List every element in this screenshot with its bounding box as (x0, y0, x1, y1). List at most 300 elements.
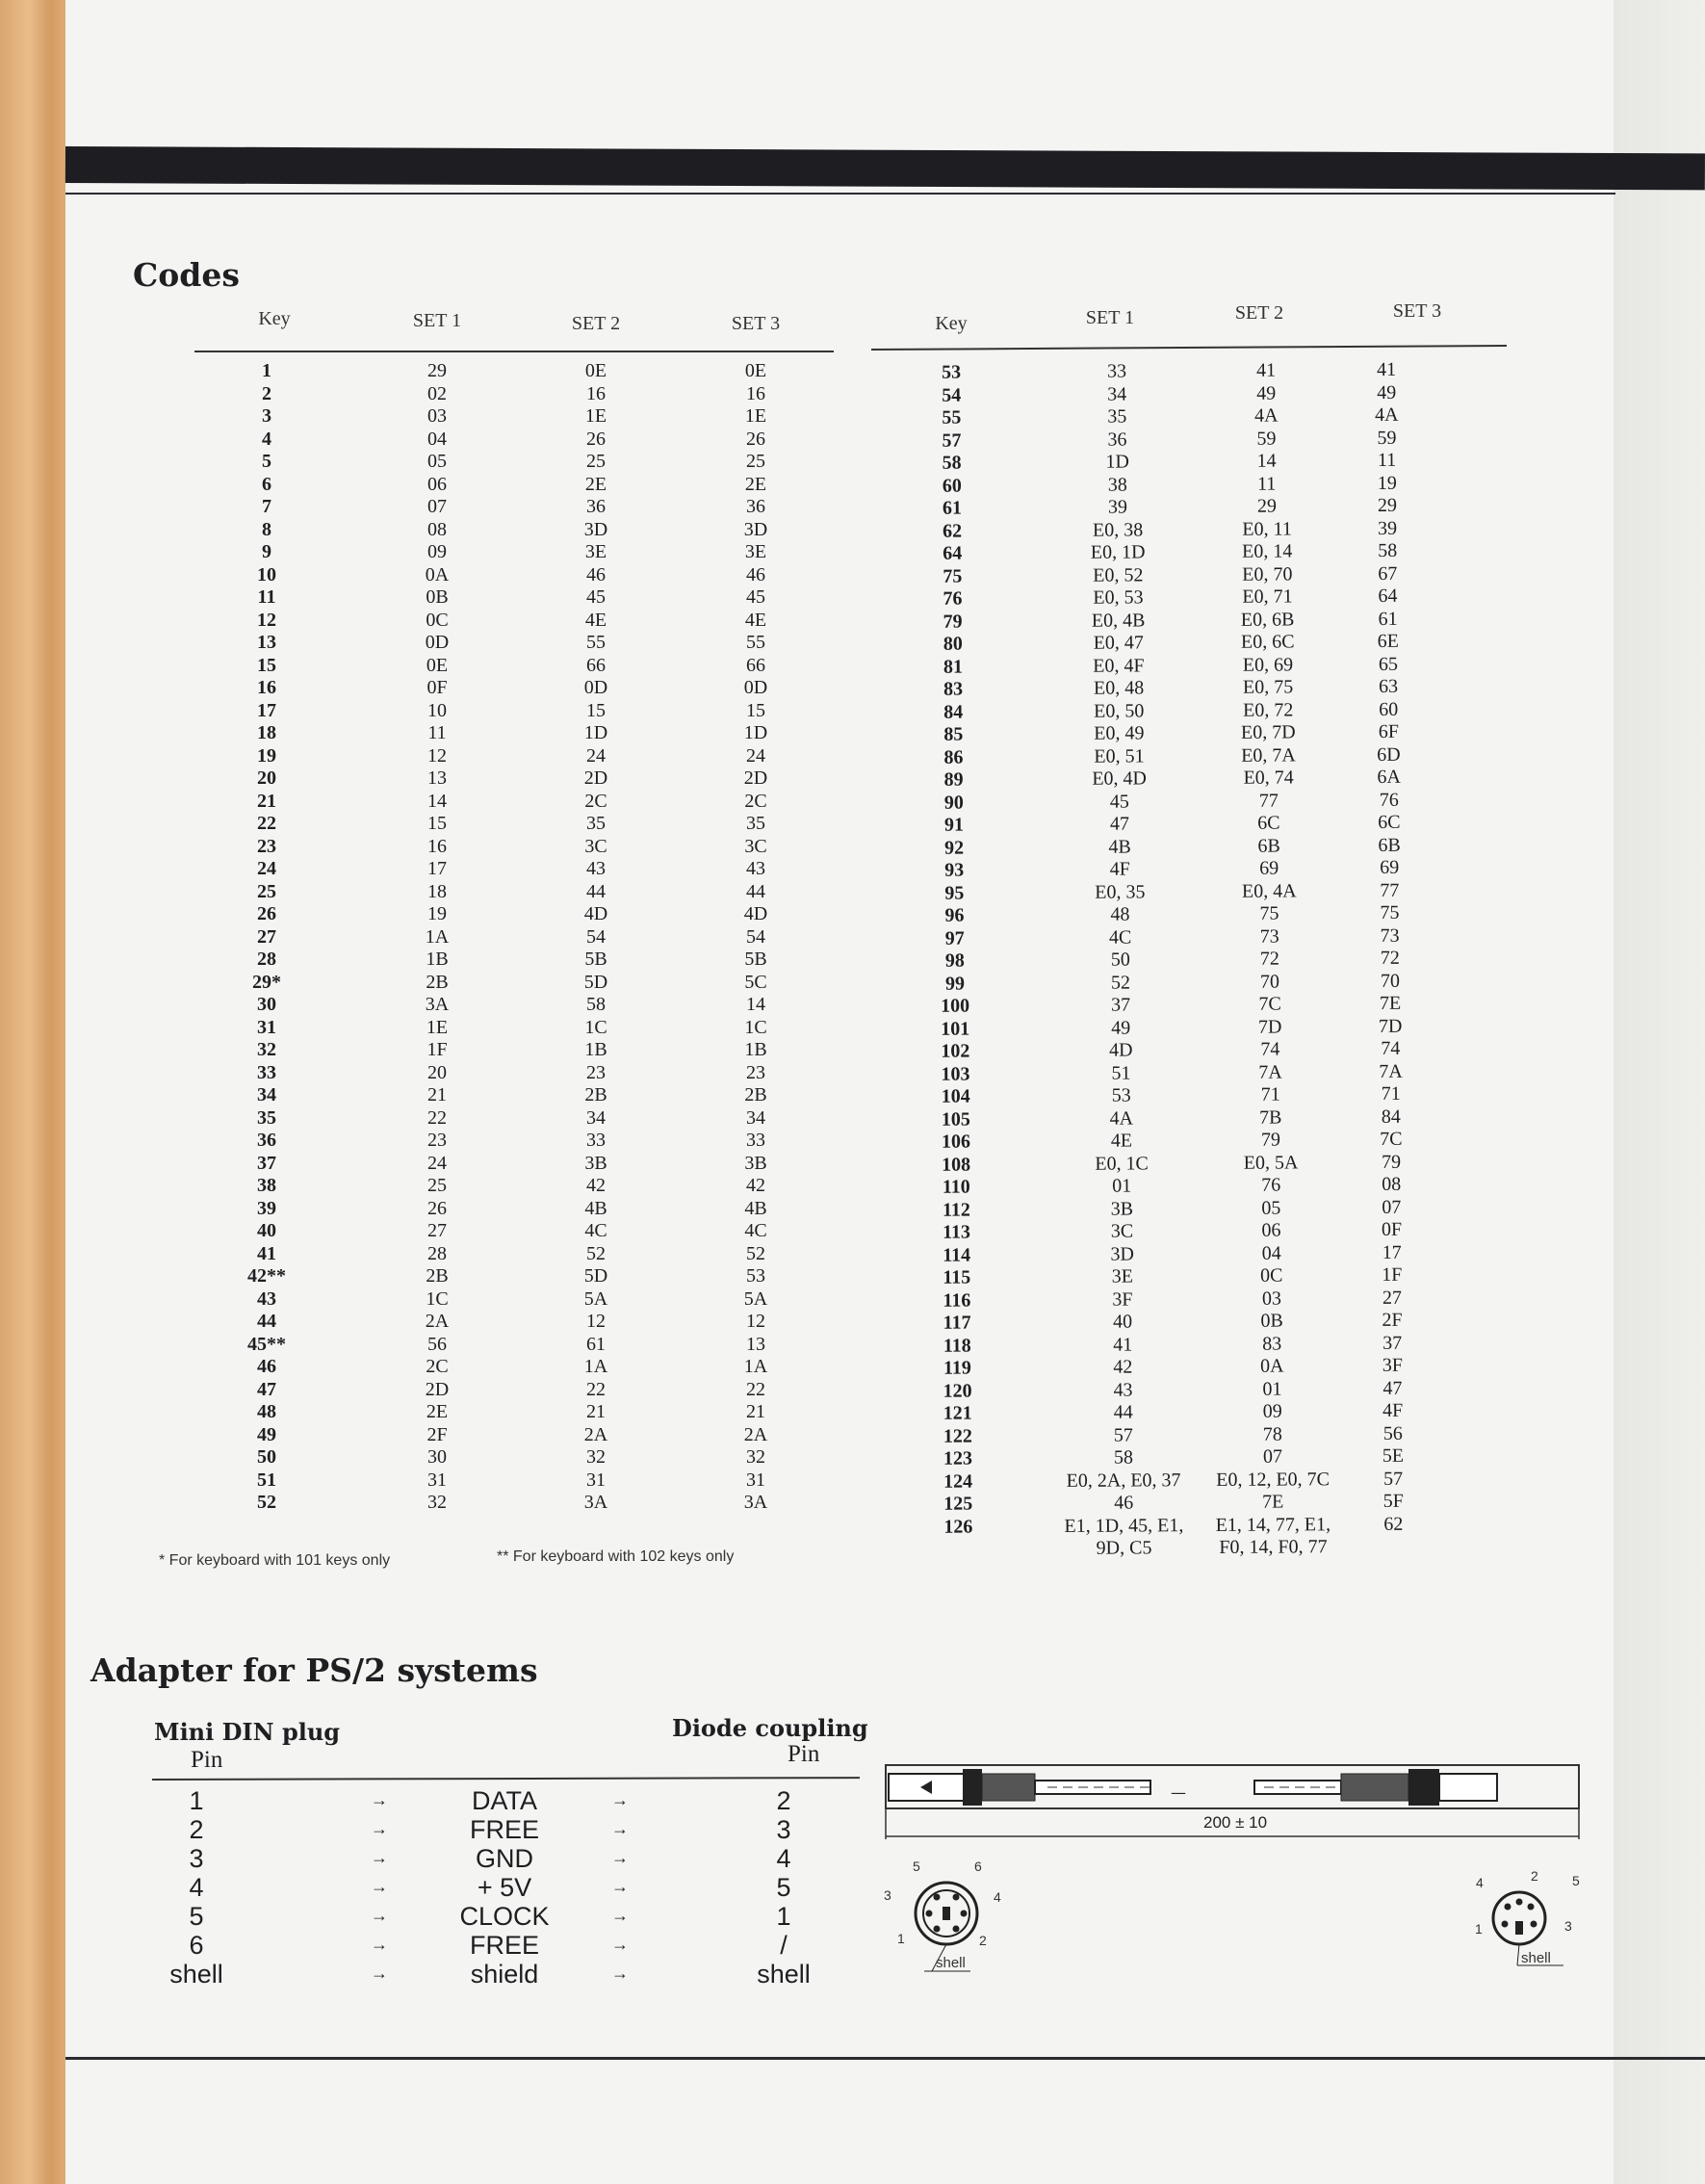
key-number: 75 (943, 565, 963, 587)
set1-code: 35 (1107, 405, 1127, 428)
codes-heading: Codes (133, 256, 240, 294)
set3-code: 25 (746, 451, 765, 472)
table-row (194, 1424, 830, 1447)
set2-code: E0, 12, E0, 7C (1216, 1468, 1330, 1491)
set2-code: 70 (1259, 971, 1280, 993)
set2-code: E0, 72 (1243, 698, 1294, 721)
key-number: 90 (943, 792, 964, 814)
set3-code: 1B (744, 1039, 767, 1060)
right-pin-3: 3 (1564, 1918, 1572, 1934)
set2-code: 31 (586, 1469, 606, 1491)
key-number: 4 (262, 428, 271, 450)
table-row (194, 972, 830, 995)
key-number: 38 (257, 1175, 276, 1196)
left-pin-1: 1 (897, 1931, 905, 1946)
set1-code: 29 (427, 360, 447, 381)
din-pin: 6 (189, 1931, 204, 1960)
table-row (194, 1153, 830, 1176)
set1-code: 31 (427, 1469, 447, 1491)
diode-pin: 5 (776, 1873, 791, 1902)
key-number: 51 (257, 1469, 276, 1491)
set3-code: 43 (746, 858, 765, 879)
set2-code: 36 (586, 496, 606, 517)
set1-code: 13 (427, 767, 447, 789)
set2-code: 66 (586, 654, 606, 676)
diode-pin: 2 (776, 1786, 791, 1815)
signal-name: shield (470, 1960, 539, 1989)
set2-code: 09 (1262, 1400, 1282, 1422)
set2-code: 3D (583, 518, 608, 540)
set3-code: 1A (743, 1356, 768, 1377)
table-row (194, 1401, 830, 1424)
set2-code: 26 (586, 428, 606, 450)
arrow-icon: → (611, 1906, 629, 1925)
set2-code: 32 (586, 1446, 606, 1468)
cable-length-dimension: 200 ± 10 (1203, 1813, 1268, 1832)
set2-code: 04 (1261, 1242, 1281, 1264)
page-fold-shade (1614, 0, 1705, 2184)
table-row (194, 858, 830, 881)
key-number: 28 (257, 949, 276, 970)
pin-label-left: Pin (191, 1747, 223, 1773)
table-row (194, 700, 830, 723)
set1-code: E0, 38 (1092, 518, 1144, 541)
key-number: 52 (257, 1492, 276, 1513)
set3-code: 4E (744, 609, 767, 631)
header-set1-right: SET 1 (1085, 307, 1135, 328)
set1-code: 53 (1111, 1084, 1131, 1106)
arrow-icon: → (371, 1819, 388, 1838)
set3-code: 17 (1382, 1241, 1402, 1263)
set1-code: 0A (425, 563, 450, 585)
key-number: 11 (257, 586, 276, 608)
set2-code: 61 (586, 1333, 606, 1355)
key-number: 26 (257, 903, 276, 924)
set1-code: E0, 1D (1090, 541, 1146, 563)
set2-code: 4D (583, 903, 608, 924)
table-row (194, 722, 830, 745)
set3-code: 29 (1377, 494, 1397, 516)
table-row (194, 429, 830, 452)
adapter-heading: Adapter for PS/2 systems (90, 1651, 538, 1689)
header-set1-left: SET 1 (412, 310, 462, 331)
key-number: 42** (247, 1265, 286, 1287)
key-number: 93 (944, 859, 965, 881)
din-pin: 4 (189, 1873, 204, 1902)
set2-code: E0, 75 (1242, 676, 1294, 698)
set1-code: 19 (427, 903, 447, 924)
set2-code: E0, 7A (1241, 743, 1296, 767)
set1-code: 18 (427, 880, 447, 902)
signal-name: GND (476, 1844, 533, 1873)
set2-code: 3A (583, 1492, 608, 1513)
table-row (194, 1311, 830, 1334)
key-number: 27 (257, 925, 276, 948)
set3-code: 3A (743, 1492, 768, 1513)
set2-code: 7A (1258, 1061, 1282, 1083)
set2-code: 25 (586, 451, 606, 472)
set3-code: 55 (746, 632, 765, 653)
key-number: 114 (943, 1244, 971, 1266)
set3-code: 6F (1378, 720, 1399, 742)
set2-code: 15 (586, 699, 606, 721)
set1-code: 0F (426, 677, 448, 698)
set3-code: 7E (1379, 992, 1402, 1014)
diode-pin: / (780, 1931, 788, 1960)
header-key-right: Key (935, 313, 968, 334)
key-number: 6 (262, 473, 271, 495)
set1-code: E0, 53 (1093, 586, 1144, 609)
set2-code: 58 (586, 994, 606, 1015)
diode-pin: 1 (776, 1902, 791, 1931)
key-number: 62 (943, 520, 963, 542)
set1-code: 4A (1109, 1107, 1134, 1130)
set2-code: 55 (586, 632, 606, 653)
set2-code: E0, 7D (1240, 721, 1296, 743)
set2-code: 12 (586, 1311, 606, 1332)
set2-code: 5D (583, 1265, 608, 1287)
key-number: 92 (944, 837, 965, 859)
set3-code: 35 (746, 813, 765, 834)
set2-code: 3E (584, 541, 607, 562)
diode-coupling-label: Diode coupling (672, 1714, 868, 1742)
set1-code: 09 (427, 541, 447, 562)
footnote-101-keys: * For keyboard with 101 keys only (159, 1552, 391, 1569)
set3-code: 6E (1377, 630, 1399, 652)
set1-code: 12 (427, 744, 447, 767)
set2-code: 43 (586, 858, 606, 879)
set2-code: 2B (584, 1084, 607, 1105)
key-number: 105 (941, 1108, 970, 1131)
set3-code: 39 (1377, 517, 1398, 539)
key-number: 102 (941, 1040, 970, 1062)
key-number: 18 (257, 722, 276, 743)
key-number: 113 (943, 1221, 971, 1243)
left-shell-label: shell (936, 1955, 966, 1971)
set1-code: 2E (426, 1401, 449, 1422)
table-row (194, 1039, 830, 1062)
set3-code: 1F (1382, 1263, 1403, 1286)
key-number: 16 (257, 677, 276, 698)
set3-code: 6A (1377, 766, 1401, 788)
table-row (194, 405, 830, 429)
set1-code: 1A (425, 925, 450, 948)
key-number: 9 (262, 541, 271, 562)
key-number: 121 (943, 1402, 972, 1424)
key-number: 31 (257, 1016, 276, 1038)
set2-code: 0A (1260, 1355, 1284, 1377)
set1-code: 52 (1110, 972, 1131, 994)
arrow-icon: → (371, 1906, 388, 1925)
set3-code: 0D (743, 677, 768, 698)
key-number: 25 (257, 880, 276, 902)
table-row (194, 881, 830, 904)
set1-code: 48 (1110, 903, 1130, 925)
mini-din-plug-label: Mini DIN plug (154, 1718, 341, 1746)
set3-code: 36 (746, 496, 765, 517)
key-number: 55 (942, 406, 962, 429)
right-pin-4: 4 (1476, 1875, 1484, 1890)
set2-code: 78 (1262, 1423, 1282, 1445)
set3-code: 19 (1377, 472, 1397, 494)
set1-code: 3B (1110, 1198, 1134, 1220)
key-number: 21 (257, 790, 276, 812)
set2-code: 2E (584, 473, 607, 495)
set1-code: E0, 4F (1093, 654, 1145, 677)
signal-name: CLOCK (459, 1902, 550, 1931)
set1-code: 4C (1108, 926, 1132, 949)
set1-code: 36 (1107, 429, 1127, 451)
key-number: 106 (941, 1131, 971, 1153)
set3-code: 61 (1378, 608, 1398, 630)
key-number: 98 (944, 949, 965, 972)
pin-label-right: Pin (788, 1741, 820, 1767)
set1-code: 39 (1107, 496, 1127, 518)
set2-code: 49 (1256, 382, 1277, 404)
key-number: 53 (941, 361, 962, 383)
set3-code: 60 (1379, 698, 1399, 720)
key-number: 84 (943, 701, 964, 723)
key-number: 97 (944, 927, 965, 949)
arrow-icon: → (611, 1848, 629, 1867)
table-row (194, 926, 830, 949)
set2-code: 01 (1262, 1378, 1282, 1400)
arrow-icon: → (611, 1877, 629, 1896)
table-row (194, 541, 830, 564)
set1-code: 2B (426, 971, 449, 993)
key-number: 47 (257, 1378, 276, 1400)
table-row (194, 474, 830, 497)
key-number: 39 (257, 1197, 276, 1219)
set2-code: 2A (583, 1423, 608, 1445)
arrow-icon: → (371, 1963, 388, 1983)
set2-code: E0, 5A (1243, 1151, 1299, 1174)
set2-code: 35 (586, 813, 606, 834)
set2-code: 24 (586, 744, 606, 767)
set1-code: E0, 1C (1095, 1152, 1149, 1175)
set2-code: 11 (1257, 473, 1277, 495)
key-number: 124 (943, 1470, 973, 1493)
set2-code: 29 (1256, 495, 1277, 517)
set1-code: 27 (427, 1220, 447, 1241)
key-number: 61 (942, 497, 962, 519)
set3-code: 2D (743, 767, 768, 789)
key-number: 99 (944, 973, 966, 995)
set3-code: 44 (746, 880, 765, 902)
set1-code: 2B (426, 1265, 449, 1287)
set3-code: 45 (746, 586, 765, 608)
wood-background (0, 0, 72, 2184)
din-pin: 2 (189, 1815, 204, 1844)
key-number: 115 (943, 1266, 971, 1288)
set3-code: 14 (746, 994, 765, 1015)
set1-code: 4D (1109, 1039, 1133, 1061)
set1-code: 46 (1114, 1492, 1134, 1514)
set1-code: E0, 2A, E0, 37 (1066, 1469, 1181, 1492)
set2-code: E0, 14 (1242, 540, 1293, 562)
set3-code: 59 (1377, 427, 1397, 449)
header-key-left: Key (258, 308, 291, 329)
set1-code: 43 (1113, 1379, 1133, 1401)
set3-code: 47 (1382, 1377, 1403, 1399)
table-row (194, 949, 830, 972)
set3-code: 6C (1378, 811, 1401, 833)
set1-code: 02 (427, 382, 447, 404)
set3-code: 33 (746, 1130, 765, 1151)
table-row (902, 1513, 1518, 1562)
set1-code: 16 (427, 835, 447, 857)
set1-code: E0, 50 (1094, 699, 1145, 722)
table-row (194, 1379, 830, 1402)
table-row (194, 1446, 830, 1469)
set1-code: E0, 51 (1094, 744, 1145, 767)
set2-code: 34 (586, 1106, 606, 1129)
key-number: 35 (257, 1106, 276, 1129)
key-number: 122 (943, 1425, 972, 1447)
set2-code: 3C (584, 835, 607, 857)
set2-code: 4E (584, 609, 607, 631)
diode-pin: 4 (776, 1844, 791, 1873)
set1-code: 1F (426, 1039, 448, 1060)
set2-code: 1D (583, 722, 608, 743)
set1-code: 37 (1111, 994, 1131, 1016)
set2-code: 7E (1262, 1491, 1284, 1513)
key-number: 5 (262, 451, 271, 472)
set1-code: 34 (1107, 383, 1127, 405)
set3-code: 52 (746, 1242, 765, 1264)
table-row (194, 1288, 830, 1312)
set2-code: E1, 14, 77, E1, F0, 14, F0, 77 (1215, 1513, 1331, 1558)
set3-code: 3E (744, 541, 767, 562)
key-number: 7 (262, 496, 271, 517)
set1-code: 41 (1113, 1334, 1133, 1356)
set1-code: 3A (425, 994, 450, 1015)
set3-code: 62 (1383, 1513, 1404, 1535)
arrow-icon: → (611, 1963, 629, 1983)
table-row (194, 610, 830, 633)
key-number: 24 (257, 858, 276, 879)
din-pin: 5 (189, 1902, 204, 1931)
set3-code: 22 (746, 1378, 765, 1400)
set2-code: 33 (586, 1130, 606, 1151)
set1-code: 15 (427, 813, 447, 834)
set2-code: 3B (584, 1152, 607, 1174)
table-row (194, 1492, 830, 1515)
key-number: 32 (257, 1039, 276, 1060)
key-number: 34 (257, 1084, 276, 1105)
set1-code: 04 (427, 428, 447, 450)
key-number: 50 (257, 1446, 276, 1468)
set3-code: 57 (1383, 1468, 1404, 1490)
set2-code: 1C (584, 1016, 607, 1038)
set2-code: 59 (1256, 428, 1277, 450)
table-row (194, 791, 830, 814)
set3-code: 1E (744, 405, 767, 427)
set2-code: 0B (1260, 1310, 1283, 1332)
key-number: 10 (257, 563, 276, 585)
set2-code: 5A (583, 1287, 608, 1310)
key-number: 8 (262, 518, 271, 540)
set3-code: 2A (743, 1423, 768, 1445)
set3-code: 4A (1375, 403, 1399, 426)
arrow-icon: → (611, 1790, 629, 1809)
right-pin-5: 5 (1572, 1873, 1580, 1888)
set1-code: 49 (1111, 1017, 1131, 1039)
set1-code: 32 (427, 1492, 447, 1513)
set1-code: 0B (426, 586, 449, 608)
set2-code: 7B (1259, 1106, 1282, 1129)
set1-code: 17 (427, 858, 447, 879)
key-number: 2 (262, 382, 271, 404)
set3-code: 37 (1382, 1332, 1403, 1354)
table-row (194, 451, 830, 474)
key-number: 85 (943, 723, 964, 745)
set2-code: 6C (1257, 812, 1280, 834)
set2-code: 1E (584, 405, 607, 427)
set3-code: 67 (1378, 562, 1398, 585)
set3-code: 0F (1381, 1218, 1403, 1240)
arrow-icon: → (371, 1848, 388, 1867)
set2-code: 4A (1254, 404, 1279, 427)
bottom-rule (65, 2057, 1705, 2060)
set3-code: 56 (1382, 1422, 1403, 1444)
key-number: 54 (942, 384, 962, 406)
set2-code: 21 (586, 1401, 606, 1422)
set1-code: 25 (427, 1175, 447, 1196)
header-set2-right: SET 2 (1234, 302, 1284, 324)
set1-code: 01 (1112, 1175, 1132, 1197)
set3-code: 5B (744, 949, 767, 970)
set3-code: 3B (744, 1152, 767, 1174)
key-number: 123 (943, 1447, 973, 1469)
set1-code: 3E (1111, 1265, 1133, 1287)
key-number: 101 (941, 1018, 970, 1040)
set2-code: E0, 69 (1242, 653, 1294, 676)
codes-table-right (895, 358, 1519, 1561)
key-number: 96 (944, 904, 965, 926)
table-row (194, 1107, 830, 1131)
set3-code: 2F (1382, 1309, 1403, 1331)
set3-code: 74 (1381, 1037, 1401, 1059)
set1-code: 0D (425, 632, 450, 653)
key-number: 125 (943, 1493, 973, 1515)
right-pin-1: 1 (1475, 1921, 1483, 1937)
set3-code: 32 (746, 1446, 765, 1468)
set2-code: 76 (1261, 1174, 1281, 1196)
set1-code: 05 (427, 451, 447, 472)
set3-code: 2E (744, 473, 767, 495)
arrow-icon: → (371, 1790, 388, 1809)
set3-code: 58 (1378, 539, 1398, 561)
set2-code: 45 (586, 586, 606, 608)
key-number: 117 (943, 1312, 971, 1334)
set2-code: E0, 6C (1240, 631, 1295, 653)
key-number: 119 (943, 1357, 971, 1379)
set2-code: 46 (586, 563, 606, 585)
set2-code: 1A (583, 1356, 608, 1377)
set3-code: 4C (744, 1220, 767, 1241)
set1-code: E0, 4D (1092, 767, 1148, 790)
set2-code: 52 (586, 1242, 606, 1264)
set3-code: 07 (1382, 1196, 1402, 1218)
set1-code: 1E (426, 1016, 449, 1038)
header-set3-right: SET 3 (1392, 300, 1442, 322)
set3-code: 21 (746, 1401, 765, 1422)
set1-code: 23 (427, 1130, 447, 1151)
key-number: 116 (943, 1289, 971, 1312)
right-pin-2: 2 (1531, 1868, 1538, 1884)
set3-code: 24 (746, 744, 765, 767)
